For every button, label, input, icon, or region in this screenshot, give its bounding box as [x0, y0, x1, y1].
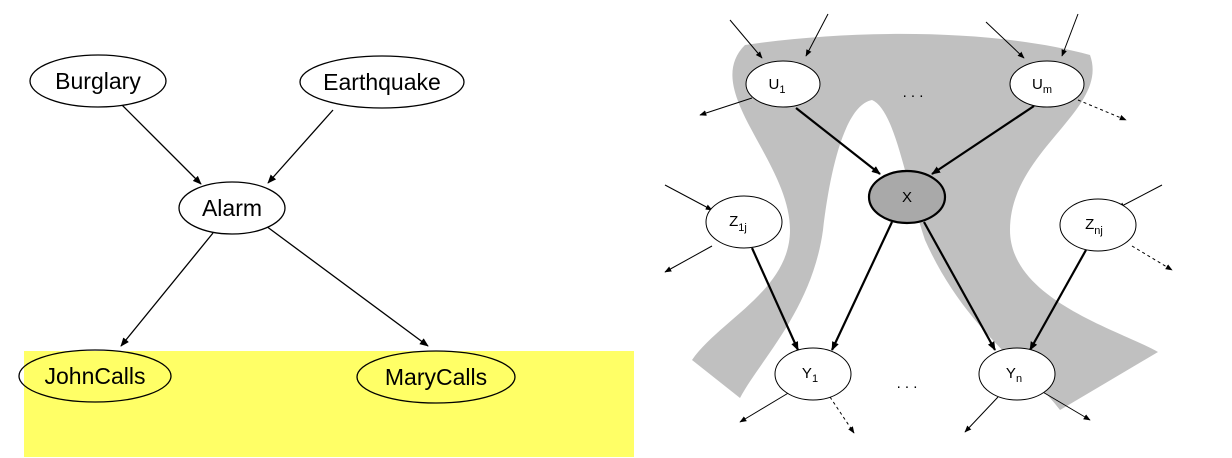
node-u1-label: $U_1$: [768, 76, 786, 96]
edge-earthquake-alarm: [268, 110, 333, 183]
edge-out-y1-a: [740, 392, 790, 422]
markov-blanket-diagram: [665, 14, 1172, 433]
edge-alarm-johncalls: [121, 233, 213, 346]
edge-out-yn-a: [965, 397, 998, 432]
edge-out-um: [1078, 100, 1126, 120]
node-johncalls-label: JohnCalls: [44, 363, 146, 389]
node-y1-label: $Y_1$: [801, 365, 819, 385]
node-um-label: $U_m$: [1031, 76, 1053, 96]
node-marycalls-label: MaryCalls: [384, 364, 488, 390]
edge-in-z1j: [665, 185, 712, 210]
edge-out-znj: [1132, 246, 1172, 270]
node-earthquake-label: Earthquake: [323, 69, 441, 95]
edge-in-znj: [1118, 185, 1162, 208]
node-burglary-label: Burglary: [55, 68, 141, 94]
node-x-label: X: [901, 189, 913, 206]
burglary-network: [19, 55, 634, 457]
edge-alarm-marycalls: [266, 226, 428, 346]
edge-burglary-alarm: [120, 103, 201, 184]
edge-out-y1-b: [830, 397, 854, 433]
edge-out-z1j: [665, 246, 712, 272]
node-alarm-label: Alarm: [201, 195, 263, 221]
edge-in-um-b: [1062, 14, 1078, 56]
ellipsis-bottom: . . .: [896, 375, 918, 392]
ellipsis-top: . . .: [902, 84, 924, 101]
node-z1j-label: $Z_{1j}$: [729, 213, 747, 234]
node-yn-label: $Y_n$: [1005, 365, 1023, 385]
node-znj-label: $Z_{nj}$: [1085, 216, 1103, 237]
edge-x-y1: [832, 222, 892, 350]
